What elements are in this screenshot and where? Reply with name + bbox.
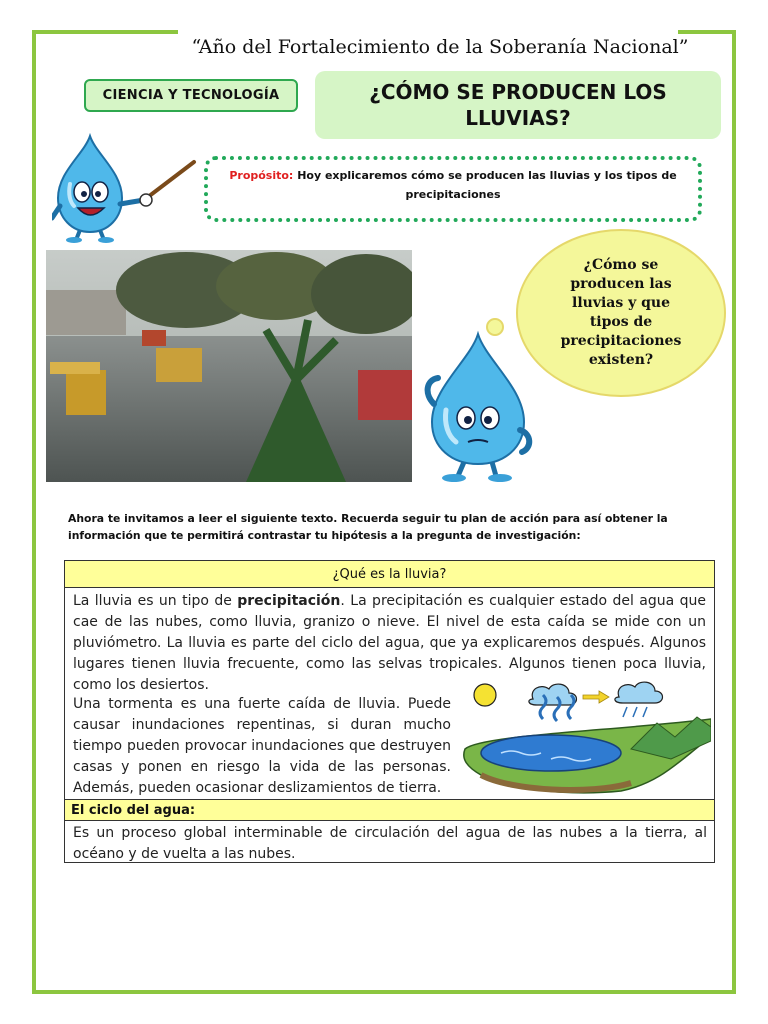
water-cycle-illustration bbox=[461, 679, 711, 797]
storm-paragraph: Una tormenta es una fuerte caída de lluvia. Puede causar inundaciones repentinas, si duran mucho tiempo pueden provocar inundaciones que destruyen casas y ponen en riesgo la vida de las personas. Además, pueden ocasionar deslizamientos de tierra. bbox=[73, 696, 451, 796]
rainy-street-photo bbox=[46, 250, 412, 482]
rain-definition-start: La lluvia es un tipo de bbox=[73, 593, 238, 609]
frame-gap bbox=[178, 26, 678, 36]
precipitation-term: precipitación bbox=[237, 593, 341, 609]
water-cycle-heading: El ciclo del agua: bbox=[65, 799, 714, 821]
national-motto: “Año del Fortalecimiento de la Soberanía Nacional” bbox=[191, 36, 689, 58]
reading-heading: ¿Qué es la lluvia? bbox=[65, 561, 714, 588]
question-thought-bubble: ¿Cómo se producen las lluvias y que tipos de precipitaciones existen? bbox=[516, 229, 726, 397]
page-title: ¿CÓMO SE PRODUCEN LOS LLUVIAS? bbox=[315, 71, 721, 139]
water-drop-thinking-illustration bbox=[416, 330, 536, 484]
water-cycle-text: Es un proceso global interminable de circulación del agua de las nubes a la tierra, al océano y de vuelta a las nubes. bbox=[73, 825, 707, 862]
purpose-text: Hoy explicaremos cómo se producen las lluvias y los tipos de precipitaciones bbox=[297, 169, 677, 201]
reading-instructions: Ahora te invitamos a leer el siguiente texto. Recuerda seguir tu plan de acción para así obtener la información que te permitirá contrastar tu hipótesis a la pregunta de investigación: bbox=[68, 512, 668, 542]
rain-definition-rest: . La precipitación es cualquier estado del agua que cae de las nubes, como lluvia, granizo o nieve. El nivel de esta caída se mide con un pluviómetro. La lluvia es parte del ciclo del agua, que ya explicaremos después. Algunos lugares tienen lluvia frecuente, como las selvas tropicales. Algunos tienen poca lluvia, como los desiertos. bbox=[73, 593, 706, 693]
reading-box bbox=[64, 560, 715, 863]
purpose-box bbox=[204, 156, 702, 222]
purpose-label: Propósito: bbox=[229, 169, 294, 182]
water-drop-teacher-illustration bbox=[52, 132, 202, 244]
subject-badge: CIENCIA Y TECNOLOGÍA bbox=[84, 79, 298, 112]
